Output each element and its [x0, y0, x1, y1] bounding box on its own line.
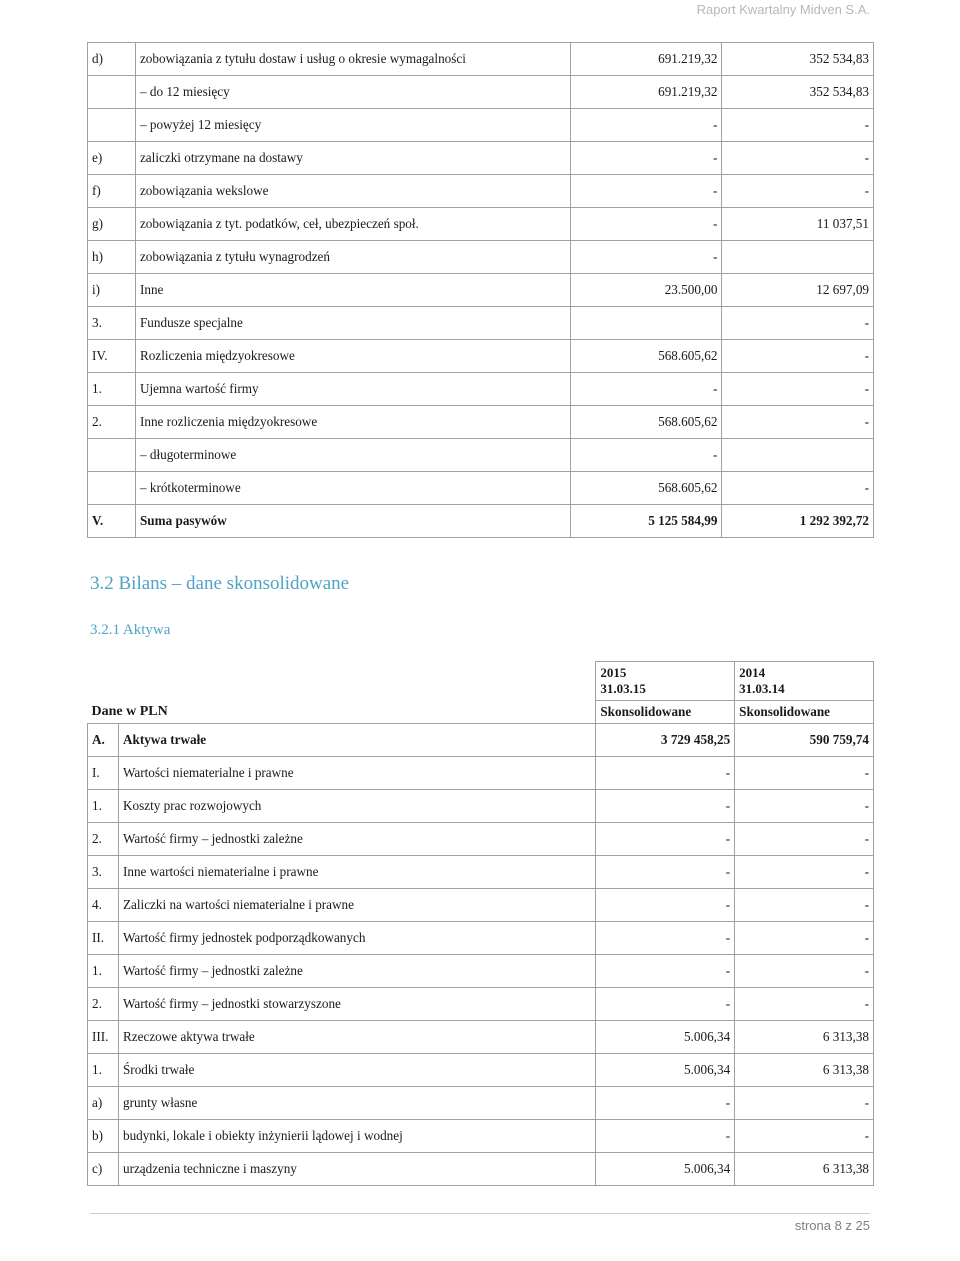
row-value-current: -: [570, 208, 722, 241]
row-number: V.: [88, 505, 136, 538]
row-label: Wartość firmy – jednostki zależne: [118, 955, 595, 988]
row-value-previous: -: [722, 406, 874, 439]
row-label: Ujemna wartość firmy: [135, 373, 570, 406]
row-value-previous: -: [722, 109, 874, 142]
row-value-previous: -: [722, 142, 874, 175]
row-value-previous: 6 313,38: [735, 1054, 874, 1087]
row-value-previous: 352 534,83: [722, 43, 874, 76]
row-number: 2.: [88, 406, 136, 439]
table-row: [88, 823, 874, 856]
row-number: g): [88, 208, 136, 241]
row-value-current: -: [596, 955, 735, 988]
row-value-previous: -: [722, 472, 874, 505]
row-value-previous: 1 292 392,72: [722, 505, 874, 538]
liabilities-table: [87, 42, 874, 538]
table-row: [88, 1021, 874, 1054]
table-row: [88, 241, 874, 274]
row-value-current: 568.605,62: [570, 340, 722, 373]
row-label: zobowiązania z tyt. podatków, ceł, ubezpieczeń społ.: [135, 208, 570, 241]
row-number: h): [88, 241, 136, 274]
table-row: [88, 505, 874, 538]
table-row: [88, 175, 874, 208]
row-number: 3.: [88, 307, 136, 340]
row-number: 1.: [88, 1054, 119, 1087]
table-row: [88, 439, 874, 472]
row-label: Fundusze specjalne: [135, 307, 570, 340]
row-number: f): [88, 175, 136, 208]
row-number: A.: [88, 724, 119, 757]
row-value-current: -: [596, 922, 735, 955]
row-value-current: -: [596, 889, 735, 922]
row-number: a): [88, 1087, 119, 1120]
row-value-previous: [722, 439, 874, 472]
row-label: Wartość firmy – jednostki stowarzyszone: [118, 988, 595, 1021]
row-value-previous: -: [722, 307, 874, 340]
table-row: [88, 889, 874, 922]
row-value-current: -: [596, 856, 735, 889]
row-value-current: 568.605,62: [570, 406, 722, 439]
table-row: [88, 1120, 874, 1153]
row-label: Rozliczenia międzyokresowe: [135, 340, 570, 373]
table-row: [88, 307, 874, 340]
row-number: [88, 472, 136, 505]
table-row: [88, 1054, 874, 1087]
row-number: e): [88, 142, 136, 175]
row-value-previous: -: [735, 988, 874, 1021]
row-value-current: -: [570, 439, 722, 472]
row-value-previous: -: [735, 823, 874, 856]
row-label: Aktywa trwałe: [118, 724, 595, 757]
row-label: Wartości niematerialne i prawne: [118, 757, 595, 790]
section-title: 3.2 Bilans – dane skonsolidowane: [90, 573, 350, 594]
row-value-current: [570, 307, 722, 340]
row-number: III.: [88, 1021, 119, 1054]
row-value-previous: -: [735, 955, 874, 988]
row-label: budynki, lokale i obiekty inżynierii lądowej i wodnej: [118, 1120, 595, 1153]
row-value-previous: -: [735, 922, 874, 955]
row-value-current: -: [570, 373, 722, 406]
table-row: [88, 109, 874, 142]
row-label: Suma pasywów: [135, 505, 570, 538]
table-row: [88, 757, 874, 790]
table-row: [88, 1153, 874, 1186]
table-row: [88, 1087, 874, 1120]
row-label: Inne wartości niematerialne i prawne: [118, 856, 595, 889]
row-value-current: 3 729 458,25: [596, 724, 735, 757]
row-label: zobowiązania z tytułu wynagrodzeń: [135, 241, 570, 274]
row-value-previous: -: [735, 790, 874, 823]
col1-year: 2015: [600, 665, 627, 680]
row-value-previous: 590 759,74: [735, 724, 874, 757]
row-value-previous: -: [722, 175, 874, 208]
row-label: Rzeczowe aktywa trwałe: [118, 1021, 595, 1054]
row-label: zobowiązania z tytułu dostaw i usług o okresie wymagalności: [135, 43, 570, 76]
row-label: – krótkoterminowe: [135, 472, 570, 505]
table-row: [88, 76, 874, 109]
row-number: [88, 439, 136, 472]
table-row: [88, 373, 874, 406]
row-number: 3.: [88, 856, 119, 889]
row-number: c): [88, 1153, 119, 1186]
table-row: [88, 340, 874, 373]
table-row: [88, 472, 874, 505]
table-row: [88, 955, 874, 988]
table-row: [88, 43, 874, 76]
row-label: Koszty prac rozwojowych: [118, 790, 595, 823]
assets-table: [87, 661, 874, 1186]
unit-label: Dane w PLN: [88, 701, 596, 724]
row-number: 2.: [88, 988, 119, 1021]
col2-date: 31.03.14: [739, 681, 785, 696]
row-label: – powyżej 12 miesięcy: [135, 109, 570, 142]
row-value-previous: -: [735, 757, 874, 790]
row-value-previous: -: [722, 373, 874, 406]
row-number: 2.: [88, 823, 119, 856]
row-number: [88, 109, 136, 142]
row-number: I.: [88, 757, 119, 790]
table-row: [88, 988, 874, 1021]
row-number: d): [88, 43, 136, 76]
row-value-current: 5 125 584,99: [570, 505, 722, 538]
row-number: 1.: [88, 955, 119, 988]
row-label: Środki trwałe: [118, 1054, 595, 1087]
col1-date: 31.03.15: [600, 681, 646, 696]
col2-type: Skonsolidowane: [735, 701, 874, 724]
table-row: [88, 406, 874, 439]
row-value-current: -: [596, 757, 735, 790]
table-row: [88, 922, 874, 955]
row-number: 4.: [88, 889, 119, 922]
row-value-current: -: [570, 109, 722, 142]
row-number: II.: [88, 922, 119, 955]
row-label: Wartość firmy – jednostki zależne: [118, 823, 595, 856]
row-number: 1.: [88, 790, 119, 823]
row-value-previous: 352 534,83: [722, 76, 874, 109]
row-label: zobowiązania wekslowe: [135, 175, 570, 208]
row-value-current: -: [596, 1087, 735, 1120]
row-label: Inne rozliczenia międzyokresowe: [135, 406, 570, 439]
row-value-current: 5.006,34: [596, 1153, 735, 1186]
assets-type-row: [88, 701, 874, 724]
report-header: Raport Kwartalny Midven S.A.: [696, 2, 870, 17]
row-number: 1.: [88, 373, 136, 406]
row-value-previous: -: [735, 1087, 874, 1120]
row-value-current: -: [570, 142, 722, 175]
row-value-current: -: [570, 175, 722, 208]
row-label: – do 12 miesięcy: [135, 76, 570, 109]
row-value-current: 568.605,62: [570, 472, 722, 505]
table-row: [88, 790, 874, 823]
row-value-previous: [722, 241, 874, 274]
col1-header: [596, 662, 735, 701]
row-value-current: -: [596, 823, 735, 856]
row-value-current: -: [596, 988, 735, 1021]
row-value-previous: -: [722, 340, 874, 373]
row-label: – długoterminowe: [135, 439, 570, 472]
row-value-previous: 6 313,38: [735, 1153, 874, 1186]
row-value-current: 691.219,32: [570, 43, 722, 76]
row-label: Wartość firmy jednostek podporządkowanych: [118, 922, 595, 955]
row-value-current: 5.006,34: [596, 1021, 735, 1054]
assets-header-row: [88, 662, 874, 701]
row-number: b): [88, 1120, 119, 1153]
col2-year: 2014: [739, 665, 766, 680]
row-value-previous: -: [735, 856, 874, 889]
row-value-previous: -: [735, 1120, 874, 1153]
row-value-current: -: [570, 241, 722, 274]
table-row: [88, 142, 874, 175]
row-value-previous: 11 037,51: [722, 208, 874, 241]
row-value-previous: 6 313,38: [735, 1021, 874, 1054]
row-value-previous: -: [735, 889, 874, 922]
row-label: grunty własne: [118, 1087, 595, 1120]
row-label: urządzenia techniczne i maszyny: [118, 1153, 595, 1186]
subsection-title: 3.2.1 Aktywa: [90, 622, 171, 638]
row-number: [88, 76, 136, 109]
table-row: [88, 274, 874, 307]
row-value-current: -: [596, 790, 735, 823]
col2-header: [735, 662, 874, 701]
row-value-previous: 12 697,09: [722, 274, 874, 307]
col1-type: Skonsolidowane: [596, 701, 735, 724]
footer-divider: [90, 1213, 870, 1214]
row-number: i): [88, 274, 136, 307]
row-label: Inne: [135, 274, 570, 307]
row-label: Zaliczki na wartości niematerialne i prawne: [118, 889, 595, 922]
table-row: [88, 856, 874, 889]
table-row: [88, 724, 874, 757]
row-value-current: 691.219,32: [570, 76, 722, 109]
row-label: zaliczki otrzymane na dostawy: [135, 142, 570, 175]
row-value-current: 5.006,34: [596, 1054, 735, 1087]
page-number: strona 8 z 25: [794, 1218, 870, 1233]
row-value-current: -: [596, 1120, 735, 1153]
table-row: [88, 208, 874, 241]
row-number: IV.: [88, 340, 136, 373]
row-value-current: 23.500,00: [570, 274, 722, 307]
